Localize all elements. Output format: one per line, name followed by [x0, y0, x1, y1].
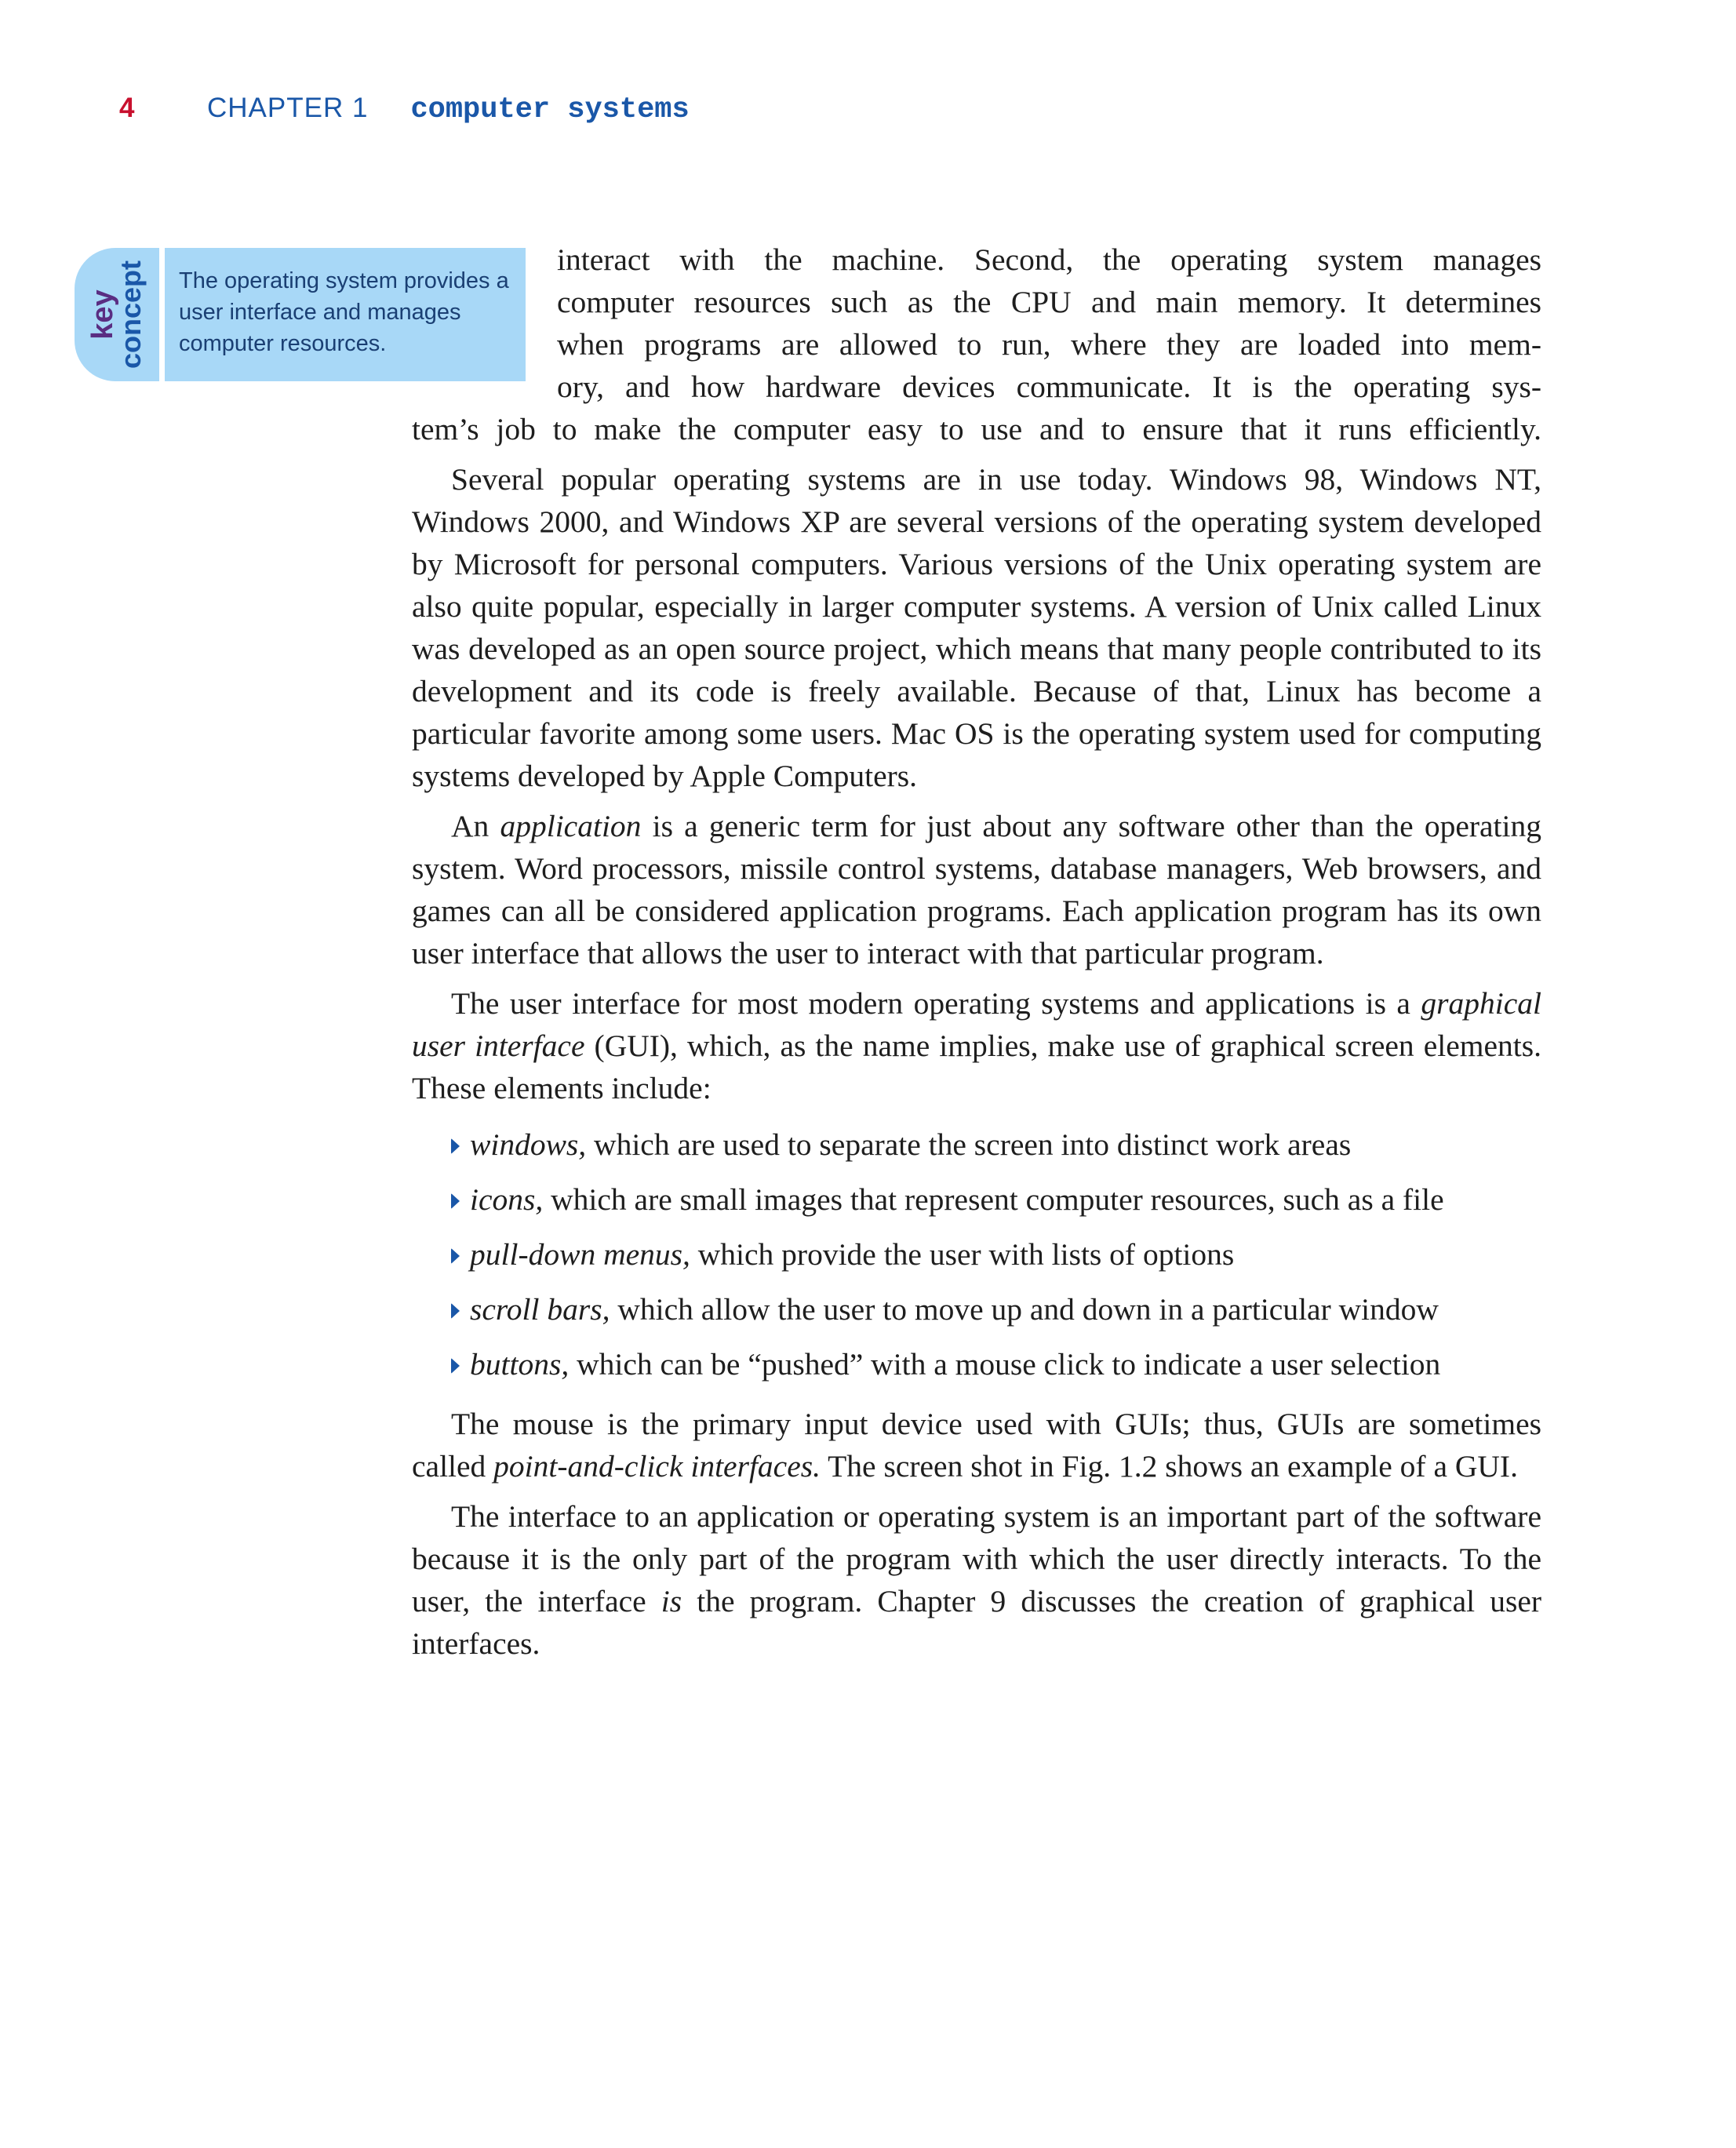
- list-item-text: which are used to separate the screen into distinct work areas: [586, 1127, 1352, 1162]
- bullet-arrow-icon: [451, 1248, 460, 1264]
- paragraph-mouse: [412, 1403, 1541, 1487]
- list-item: [451, 1343, 1521, 1385]
- key-concept-tab: [75, 248, 159, 381]
- key-concept-tab-label: [86, 260, 147, 370]
- list-item: [451, 1123, 1521, 1166]
- key-concept-concept-word: concept: [115, 260, 147, 370]
- paragraph-line: ory, and how hardware devices communicate. It is the operating sys-: [557, 370, 1541, 404]
- text-run: (GUI), which, as the name implies, make use of graphical screen elements. These elements include:: [412, 1028, 1541, 1105]
- term-point-and-click: point-and-click interfaces.: [493, 1449, 821, 1484]
- list-item: [451, 1288, 1521, 1331]
- body-text-column: [412, 238, 1541, 1673]
- bullet-arrow-icon: [451, 1303, 460, 1319]
- text-run: The mouse is the primary input device used with GUIs; thus, GUIs are sometimes called: [412, 1407, 1541, 1484]
- list-item-term: pull-down menus,: [470, 1237, 690, 1272]
- list-item-term: windows,: [470, 1127, 587, 1162]
- paragraph-operating-systems: Several popular operating systems are in use today. Windows 98, Windows NT, Windows 2000, and Windows XP are several versions of the operating system developed by Microsoft for personal computers. Various versions of the Unix operating system are also quite popular, especially in larger computer systems. A version of Unix called Linux was developed as an open source project, which means that many people contributed to its development and its code is freely available. Because of that, Linux has become a particular favorite among some users. Mac OS is the operating system used for computing systems developed by Apple Computers.: [412, 462, 1541, 793]
- text-run: An: [451, 809, 500, 843]
- paragraph-line: tem’s job to make the computer easy to use and to ensure that it runs efficiently.: [412, 412, 1541, 446]
- text-run: The interface to an application or operating system is an important part of the software because it is the only part of the program with which the user directly interacts. To the user, the interface: [412, 1499, 1541, 1618]
- paragraph-gui: [412, 982, 1541, 1109]
- text-run: The screen shot in Fig. 1.2 shows an example of a GUI.: [821, 1449, 1518, 1484]
- paragraph-interface-importance: [412, 1495, 1541, 1665]
- list-item: [451, 1233, 1521, 1276]
- chapter-label: CHAPTER 1: [207, 93, 369, 123]
- key-concept-key-word: key: [86, 289, 119, 340]
- text-run: is a generic term for just about any software other than the operating system. Word processors, missile control systems, database managers, Web browsers, and games can all be considered application programs. Each application program has its own user interface that allows the user to interact with that particular program.: [412, 809, 1541, 970]
- list-item-text: which provide the user with lists of options: [690, 1237, 1235, 1272]
- text-run: the program. Chapter 9 discusses the creation of graphical user interfaces.: [412, 1584, 1542, 1661]
- list-item-term: icons,: [470, 1182, 544, 1217]
- paragraph-application: [412, 805, 1541, 974]
- bullet-arrow-icon: [451, 1358, 460, 1374]
- list-item-term: scroll bars,: [470, 1292, 610, 1327]
- paragraph-line: computer resources such as the CPU and main memory. It determines: [557, 285, 1541, 319]
- bullet-arrow-icon: [451, 1138, 460, 1154]
- paragraph-line: when programs are allowed to run, where they are loaded into mem-: [557, 327, 1541, 362]
- term-application: application: [500, 809, 642, 843]
- chapter-title: computer systems: [410, 93, 690, 126]
- bullet-arrow-icon: [451, 1193, 460, 1209]
- term-gui: graphical user interface: [412, 986, 1541, 1063]
- list-item-text: which can be “pushed” with a mouse click to indicate a user selection: [569, 1347, 1441, 1382]
- key-concept-text: The operating system provides a user interface and manages computer resources.: [179, 268, 509, 356]
- text-run: The user interface for most modern operating systems and applications is a: [451, 986, 1421, 1021]
- list-item-text: which are small images that represent computer resources, such as a file: [543, 1182, 1444, 1217]
- running-header: [119, 93, 690, 137]
- list-item-text: which allow the user to move up and down in a particular window: [610, 1292, 1439, 1327]
- paragraph-line: interact with the machine. Second, the operating system manages: [557, 242, 1541, 277]
- gui-elements-list: [412, 1123, 1541, 1385]
- term-is: is: [661, 1584, 682, 1618]
- paragraph-continued: [412, 238, 1541, 450]
- list-item-term: buttons,: [470, 1347, 570, 1382]
- list-item: [451, 1178, 1521, 1221]
- page-number: 4: [119, 93, 135, 123]
